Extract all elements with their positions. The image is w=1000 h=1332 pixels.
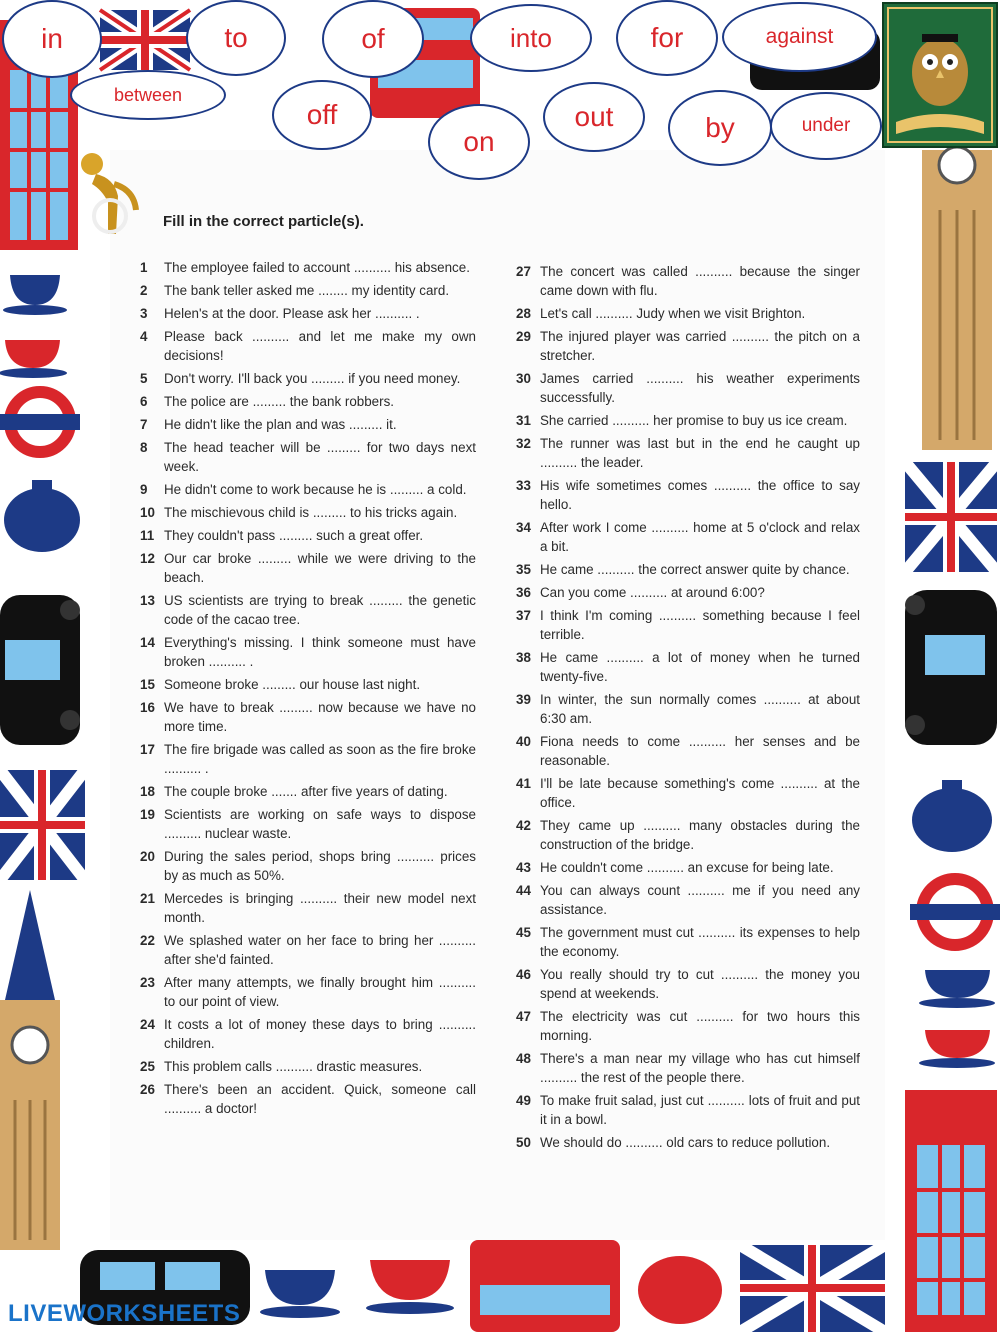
exercise-item	[516, 304, 860, 323]
item-sentence: The head teacher will be ......... for two days next week.	[164, 440, 476, 474]
item-sentence: They came up .......... many obstacles during the construction of the bridge.	[540, 818, 860, 852]
item-number: 35	[516, 562, 531, 577]
item-sentence: Our car broke ......... while we were driving to the beach.	[164, 551, 476, 585]
particle-bubble-of[interactable]: of	[322, 0, 424, 78]
item-sentence: The electricity was cut .......... for two hours this morning.	[540, 1009, 860, 1043]
item-sentence: The injured player was carried .......... the pitch on a stretcher.	[540, 329, 860, 363]
item-sentence: Fiona needs to come .......... her senses and be reasonable.	[540, 734, 860, 768]
exercise-item	[140, 805, 476, 843]
exercise-item	[516, 606, 860, 644]
teacup-icon	[919, 970, 995, 1008]
item-number: 21	[140, 891, 155, 906]
item-number: 38	[516, 650, 531, 665]
exercise-item	[516, 434, 860, 472]
big-ben-icon	[922, 147, 992, 450]
union-jack-icon	[740, 1245, 885, 1332]
item-number: 9	[140, 482, 148, 497]
exercise-item	[516, 518, 860, 556]
item-sentence: You really should try to cut .......... the money you spend at weekends.	[540, 967, 860, 1001]
item-number: 19	[140, 807, 155, 822]
teacup-icon	[0, 340, 67, 378]
particle-bubble-on[interactable]: on	[428, 104, 530, 180]
particle-bubble-against[interactable]: against	[722, 2, 877, 72]
item-sentence: The bank teller asked me ........ my identity card.	[164, 283, 450, 298]
item-number: 15	[140, 677, 155, 692]
item-sentence: Mercedes is bringing .......... their new model next month.	[164, 891, 476, 925]
item-sentence: The government must cut .......... its expenses to help the economy.	[540, 925, 860, 959]
exercise-item	[516, 648, 860, 686]
exercise-item	[140, 369, 476, 388]
item-sentence: I'll be late because something's come .......... at the office.	[540, 776, 860, 810]
item-sentence: Let's call .......... Judy when we visit Brighton.	[540, 306, 806, 321]
item-number: 42	[516, 818, 531, 833]
exercise-item	[516, 583, 860, 602]
exercise-item	[140, 1080, 476, 1118]
item-number: 20	[140, 849, 155, 864]
item-number: 27	[516, 264, 531, 279]
union-jack-icon	[100, 10, 190, 70]
exercise-item	[140, 889, 476, 927]
item-number: 5	[140, 371, 148, 386]
item-sentence: US scientists are trying to break ......... the genetic code of the cacao tree.	[164, 593, 476, 627]
item-number: 47	[516, 1009, 531, 1024]
item-number: 45	[516, 925, 531, 940]
exercise-item	[140, 675, 476, 694]
exercise-item	[516, 262, 860, 300]
exercise-title: Fill in the correct particle(s).	[163, 213, 364, 230]
item-sentence: Scientists are working on safe ways to dispose .......... nuclear waste.	[164, 807, 476, 841]
item-number: 17	[140, 742, 155, 757]
item-number: 3	[140, 306, 148, 321]
exercise-item	[140, 258, 476, 277]
liveworksheets-logo: LIVEWORKSHEETS	[8, 1300, 241, 1327]
item-sentence: This problem calls .......... drastic measures.	[164, 1059, 423, 1074]
item-number: 36	[516, 585, 531, 600]
item-sentence: They couldn't pass ......... such a great offer.	[164, 528, 424, 543]
exercise-item	[140, 698, 476, 736]
item-number: 49	[516, 1093, 531, 1108]
bus-icon	[470, 1240, 620, 1332]
item-number: 43	[516, 860, 531, 875]
item-number: 40	[516, 734, 531, 749]
item-sentence: His wife sometimes comes .......... the office to say hello.	[540, 478, 860, 512]
teapot-icon	[638, 1256, 722, 1324]
exercise-item	[140, 931, 476, 969]
taxi-icon	[905, 590, 997, 745]
particle-bubble-to[interactable]: to	[186, 0, 286, 76]
item-number: 46	[516, 967, 531, 982]
item-number: 10	[140, 505, 155, 520]
item-sentence: We should do .......... old cars to reduce pollution.	[540, 1135, 831, 1150]
item-number: 28	[516, 306, 531, 321]
exercise-item	[516, 965, 860, 1003]
exercise-item	[516, 1007, 860, 1045]
item-sentence: Don't worry. I'll back you ......... if you need money.	[164, 371, 461, 386]
item-sentence: It costs a lot of money these days to bring .......... children.	[164, 1017, 476, 1051]
item-sentence: After many attempts, we finally brought him .......... to our point of view.	[164, 975, 476, 1009]
exercise-item	[516, 881, 860, 919]
item-number: 39	[516, 692, 531, 707]
exercise-item	[140, 526, 476, 545]
item-number: 14	[140, 635, 155, 650]
item-sentence: There's a man near my village who has cut himself .......... the rest of the people there.	[540, 1051, 860, 1085]
exercise-item	[140, 503, 476, 522]
item-number: 16	[140, 700, 155, 715]
big-ben-icon	[0, 890, 60, 1250]
exercise-item	[140, 281, 476, 300]
item-sentence: In winter, the sun normally comes .......... at about 6:30 am.	[540, 692, 860, 726]
underground-sign-icon	[910, 879, 1000, 945]
exercise-item	[516, 690, 860, 728]
item-number: 22	[140, 933, 155, 948]
item-number: 12	[140, 551, 155, 566]
item-number: 11	[140, 528, 155, 543]
item-sentence: He came .......... a lot of money when he turned twenty-five.	[540, 650, 860, 684]
item-number: 6	[140, 394, 148, 409]
exercise-item	[140, 973, 476, 1011]
union-jack-icon	[0, 770, 85, 880]
exercise-item	[516, 476, 860, 514]
item-number: 34	[516, 520, 531, 535]
item-sentence: He couldn't come .......... an excuse for being late.	[540, 860, 834, 875]
item-number: 24	[140, 1017, 155, 1032]
phone-box-icon	[905, 1090, 997, 1332]
exercise-item	[140, 438, 476, 476]
item-sentence: Someone broke ......... our house last night.	[164, 677, 421, 692]
item-sentence: The couple broke ....... after five years of dating.	[164, 784, 448, 799]
exercise-item	[516, 411, 860, 430]
union-jack-icon	[905, 462, 997, 572]
exercise-item	[516, 1091, 860, 1129]
teacup-icon	[3, 275, 67, 315]
exercise-item	[516, 858, 860, 877]
exercise-item	[140, 327, 476, 365]
item-number: 29	[516, 329, 531, 344]
item-number: 13	[140, 593, 155, 608]
item-sentence: Can you come .......... at around 6:00?	[540, 585, 765, 600]
particle-bubble-into[interactable]: into	[470, 4, 592, 72]
item-number: 4	[140, 329, 148, 344]
item-sentence: To make fruit salad, just cut .......... lots of fruit and put it in a bowl.	[540, 1093, 860, 1127]
teacup-icon	[366, 1260, 454, 1314]
particle-bubble-off[interactable]: off	[272, 80, 372, 150]
item-sentence: The employee failed to account .......... his absence.	[164, 260, 470, 275]
exercise-item	[516, 774, 860, 812]
exercise-item	[140, 415, 476, 434]
item-number: 41	[516, 776, 531, 791]
exercise-item	[516, 560, 860, 579]
item-number: 8	[140, 440, 148, 455]
item-number: 25	[140, 1059, 155, 1074]
teapot-icon	[912, 780, 992, 852]
item-number: 44	[516, 883, 531, 898]
item-sentence: The runner was last but in the end he caught up .......... the leader.	[540, 436, 860, 470]
item-number: 37	[516, 608, 531, 623]
exercise-item	[140, 633, 476, 671]
teapot-icon	[4, 480, 80, 552]
item-sentence: He didn't like the plan and was ......... it.	[164, 417, 397, 432]
exercise-item	[140, 782, 476, 801]
item-sentence: The police are ......... the bank robbers.	[164, 394, 394, 409]
particle-bubble-between[interactable]: between	[70, 70, 226, 120]
item-sentence: She carried .......... her promise to buy us ice cream.	[540, 413, 848, 428]
item-number: 1	[140, 260, 148, 275]
item-sentence: He didn't come to work because he is ......... a cold.	[164, 482, 467, 497]
exercise-item	[140, 304, 476, 323]
item-sentence: Everything's missing. I think someone must have broken .......... .	[164, 635, 476, 669]
exercise-item	[516, 1133, 860, 1152]
exercise-item	[140, 591, 476, 629]
item-sentence: There's been an accident. Quick, someone call .......... a doctor!	[164, 1082, 476, 1116]
item-sentence: Please back .......... and let me make my own decisions!	[164, 329, 476, 363]
item-number: 32	[516, 436, 531, 451]
item-number: 2	[140, 283, 148, 298]
item-sentence: During the sales period, shops bring .......... prices by as much as 50%.	[164, 849, 476, 883]
exercise-item	[140, 740, 476, 778]
item-number: 30	[516, 371, 531, 386]
teacup-icon	[919, 1030, 995, 1068]
item-sentence: The fire brigade was called as soon as the fire broke .......... .	[164, 742, 476, 776]
item-sentence: I think I'm coming .......... something because I feel terrible.	[540, 608, 860, 642]
item-number: 31	[516, 413, 531, 428]
item-sentence: We splashed water on her face to bring her .......... after she'd fainted.	[164, 933, 476, 967]
item-number: 26	[140, 1082, 155, 1097]
exercise-item	[516, 369, 860, 407]
item-sentence: After work I come .......... home at 5 o'clock and relax a bit.	[540, 520, 860, 554]
exercise-item	[516, 732, 860, 770]
particle-bubble-by[interactable]: by	[668, 90, 772, 166]
item-sentence: He came .......... the correct answer quite by chance.	[540, 562, 850, 577]
item-sentence: The concert was called .......... because the singer came down with flu.	[540, 264, 860, 298]
exercise-item	[516, 1049, 860, 1087]
exercise-item	[140, 480, 476, 499]
teacup-icon	[260, 1270, 340, 1318]
item-number: 7	[140, 417, 148, 432]
thinking-figure-icon	[74, 150, 146, 236]
particle-bubble-for[interactable]: for	[616, 0, 718, 76]
exercise-item	[516, 327, 860, 365]
school-logo	[882, 2, 998, 148]
item-number: 23	[140, 975, 155, 990]
item-number: 48	[516, 1051, 531, 1066]
underground-sign-icon	[0, 392, 80, 452]
exercise-item	[516, 923, 860, 961]
particle-bubble-under[interactable]: under	[770, 92, 882, 160]
exercise-item	[516, 816, 860, 854]
item-sentence: We have to break ......... now because we have no more time.	[164, 700, 476, 734]
item-number: 50	[516, 1135, 531, 1150]
item-sentence: James carried .......... his weather experiments successfully.	[540, 371, 860, 405]
exercise-item	[140, 392, 476, 411]
exercise-item	[140, 1057, 476, 1076]
item-sentence: Helen's at the door. Please ask her .......... .	[164, 306, 420, 321]
exercise-item	[140, 847, 476, 885]
taxi-icon	[0, 595, 80, 745]
item-number: 33	[516, 478, 531, 493]
exercise-column-left	[140, 258, 476, 1122]
particle-bubble-out[interactable]: out	[543, 82, 645, 152]
owl-crest-icon	[884, 4, 996, 146]
exercise-column-right	[516, 262, 860, 1156]
exercise-item	[140, 1015, 476, 1053]
item-number: 18	[140, 784, 155, 799]
particle-bubble-in[interactable]: in	[2, 0, 102, 78]
item-sentence: You can always count .......... me if you need any assistance.	[540, 883, 860, 917]
item-sentence: The mischievous child is ......... to his tricks again.	[164, 505, 458, 520]
exercise-item	[140, 549, 476, 587]
